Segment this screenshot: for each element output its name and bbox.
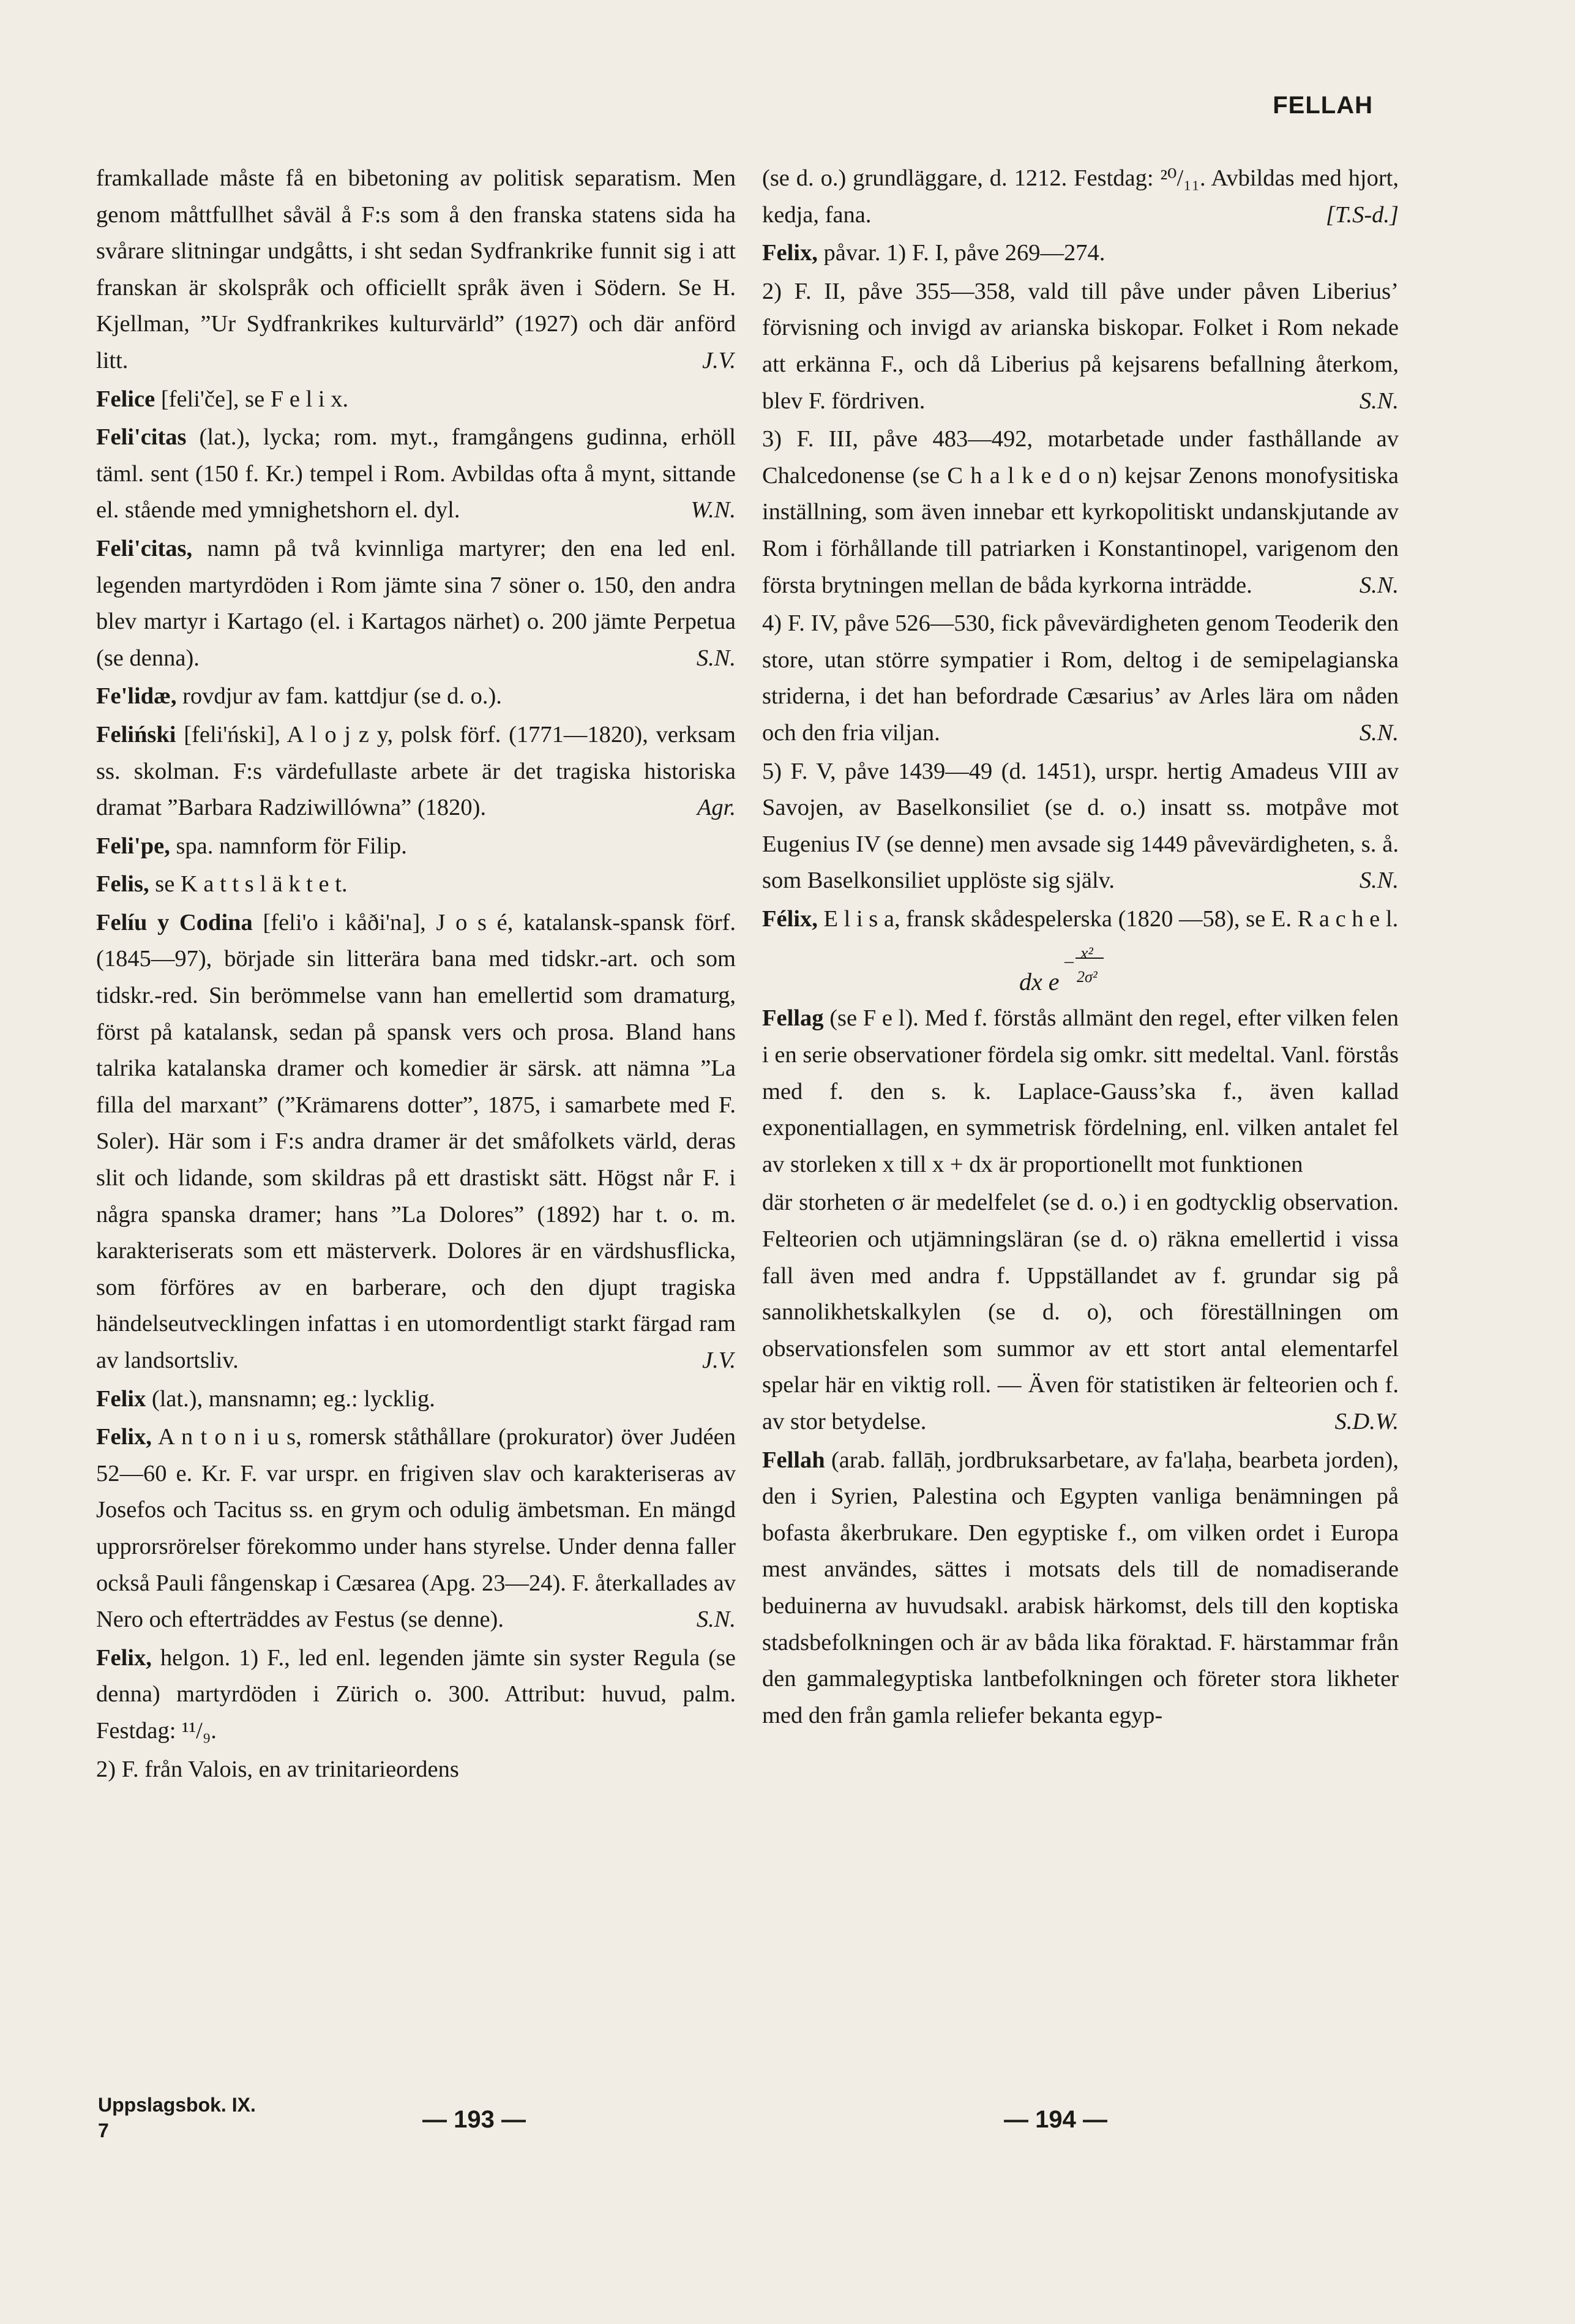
entry-headword: Felíu y Codina bbox=[96, 909, 253, 935]
entry-text: 3) F. III, påve 483—492, motarbetade under fasthållande av Chalcedonense (se C h a l k e d o n) kejsar Zenons monofysitiska inställning, som även innebar ett kyrkopolitiskt undanskjutande av Rom i förhållande till patriarken i Konstantinopel, varigenom den första brytningen mellan de båda kyrkorna inträdde. bbox=[762, 426, 1399, 598]
article-entry bbox=[762, 605, 1399, 751]
article-entry bbox=[96, 1419, 736, 1638]
article-entry bbox=[762, 901, 1399, 938]
article-entry bbox=[762, 1442, 1399, 1734]
volume-label: Uppslagsbok. IX. bbox=[98, 2094, 256, 2116]
article-entry bbox=[762, 421, 1399, 604]
author-signature: S.N. bbox=[696, 1606, 736, 1633]
formula-minus: – bbox=[1064, 951, 1074, 972]
entry-text: rovdjur av fam. kattdjur (se d. o.). bbox=[182, 683, 502, 710]
article-entry bbox=[762, 160, 1399, 233]
article-entry bbox=[96, 419, 736, 529]
entry-text: (arab. fallāḥ, jordbruksarbetare, av fa'laḥa, bearbeta jorden), den i Syrien, Palestina och Egypten vanliga benämningen på bofasta åkerbrukare. Den egyptiske f., om vilken ordet i Europa mest användes, sättes i motsats dels till de nomadiserande beduinerna av huvudsakl. arabisk härkomst, dels till den koptiska stadsbefolkningen och är av båda lika föraktad. F. härstammar från den gammalegyptiska lantbefolkningen och företer stora likheter med den från gamla reliefer bekanta egyp- bbox=[762, 1447, 1399, 1728]
entry-headword: Félix, bbox=[762, 905, 818, 932]
entry-headword: Feli'citas, bbox=[96, 535, 193, 561]
article-entry bbox=[762, 1000, 1399, 1183]
entry-text: 4) F. IV, påve 526—530, fick påvevärdigheten genom Teoderik den store, utan större sympatier i Rom, deltog i de semipelagianska striderna, i det han befordrade Cæsarius’ av Arles lära om nåden och den fria viljan. bbox=[762, 610, 1399, 746]
entry-text: se K a t t s l ä k t e t. bbox=[155, 871, 348, 898]
entry-headword: Felix bbox=[96, 1385, 146, 1412]
signature-mark: 7 bbox=[98, 2120, 109, 2142]
entry-text: E l i s a, fransk skådespelerska (1820 —58), se E. R a c h e l. bbox=[823, 905, 1399, 932]
entry-headword: Fellag bbox=[762, 1005, 824, 1032]
entry-headword: Fe'lidæ, bbox=[96, 683, 177, 710]
article-entry bbox=[96, 1381, 736, 1418]
article-entry bbox=[96, 531, 736, 677]
author-signature: J.V. bbox=[702, 1348, 736, 1373]
entry-text: (lat.), lycka; rom. myt., framgångens gudinna, erhöll täml. sent (150 f. Kr.) tempel i Rom. Avbildas ofta å mynt, sittande el. stående med ymnighetshorn el. dyl. bbox=[96, 424, 736, 523]
entry-headword: Felix, bbox=[96, 1424, 152, 1450]
left-column bbox=[96, 160, 736, 1790]
entry-text: (lat.), mansnamn; eg.: lycklig. bbox=[151, 1385, 435, 1412]
author-signature: W.N. bbox=[690, 497, 736, 523]
article-entry bbox=[762, 754, 1399, 899]
article-entry bbox=[96, 1640, 736, 1750]
author-signature: S.N. bbox=[1359, 868, 1399, 894]
article-entry bbox=[96, 866, 736, 903]
article-entry bbox=[96, 381, 736, 418]
page-number-left: — 193 — bbox=[422, 2106, 526, 2133]
author-signature: J.V. bbox=[702, 347, 736, 373]
author-signature: S.N. bbox=[1359, 388, 1399, 414]
page-number-right: — 194 — bbox=[1004, 2106, 1107, 2133]
entry-text: (se F e l). Med f. förstås allmänt den regel, efter vilken felen i en serie observationer fördela sig omkr. sitt medeltal. Vanl. förstås med f. den s. k. Laplace-Gauss’ska f., även kallad exponentiallagen, en symmetrisk fördelning, enl. vilken antalet fel av storleken x till x + dx är proportionellt mot funktionen bbox=[762, 1005, 1399, 1177]
author-signature: S.D.W. bbox=[1334, 1409, 1399, 1434]
gauss-formula bbox=[762, 939, 1399, 1000]
article-entry bbox=[762, 1185, 1399, 1440]
entry-text: framkallade måste få en bibetoning av politisk separatism. Men genom måttfullhet såväl å F:s som å den franska statens sida ha svårare slitningar undgåtts, i sht sedan Sydfrankrike funnit sig i att franskan är skolspråk och officiellt språk även i Södern. Se H. Kjellman, ”Ur Sydfrankrikes kulturvärld” (1927) och där anförd litt. bbox=[96, 165, 736, 373]
article-entry bbox=[96, 717, 736, 827]
entry-text: [feli'o i kåði'na], J o s é, katalansk-spansk förf. (1845—97), började sin litterära bana med tidskr.-art. och som tidskr.-red. Sin berömmelse vann han emellertid som dramaturg, först på katalansk, sedan på spansk vers och prosa. Bland hans talrika katalanska dramer och komedier är särsk. att nämna ”La filla del marxant” (”Krämarens dotter”, 1875, i samarbete med F. Soler). Här som i F:s andra dramer är det småfolkets värld, deras slit och lidande, som skildras på ett drastiskt sätt. Högst når F. i några spanska dramer; hans ”La Dolores” (1892) har t. o. m. karakteriserats som ett mästerverk. Dolores är en värdshusflicka, som förföres av en barberare, och den djupt tragiska händelseutvecklingen infattas i en utomordentligt starkt färgad ram av landsortsliv. bbox=[96, 909, 736, 1373]
entry-headword: Fellah bbox=[762, 1447, 825, 1473]
entry-headword: Felix, bbox=[762, 240, 818, 266]
entry-text: 2) F. II, påve 355—358, vald till påve under påven Liberius’ förvisning och invigd av arianska biskopar. Folket i Rom nekade att erkänna F., och då Liberius på kejsarens befallning återkom, blev F. fördriven. bbox=[762, 278, 1399, 414]
article-entry bbox=[96, 828, 736, 865]
article-entry bbox=[96, 905, 736, 1379]
entry-text: spa. namnform för Filip. bbox=[176, 833, 407, 859]
entry-text: A n t o n i u s, romersk ståthållare (prokurator) över Judéen 52—60 e. Kr. F. var urspr. en frigiven slav och karakteriseras av Josefos och Tacitus ss. en grym och odulig ämbetsman. En mängd upprorsrörelser förekommo under hans styrelse. Under denna faller också Pauli fångenskap i Cæsarea (Apg. 23—24). F. återkallades av Nero och efterträddes av Festus (se denne). bbox=[96, 1424, 736, 1633]
article-entry bbox=[762, 274, 1399, 419]
entry-headword: Felis, bbox=[96, 871, 149, 898]
entry-text: [feli'ński], A l o j z y, polsk förf. (1771—1820), verksam ss. skolman. F:s värdefullaste arbete är det tragiska historiska dramat ”Barbara Radziwillówna” (1820). bbox=[96, 721, 736, 821]
author-signature: S.N. bbox=[696, 645, 736, 671]
entry-text: påvar. 1) F. I, påve 269—274. bbox=[823, 240, 1105, 266]
entry-headword: Feli'pe, bbox=[96, 833, 170, 859]
entry-text: (se d. o.) grundläggare, d. 1212. Festdag: ²⁰/₁₁. Avbildas med hjort, kedja, fana. bbox=[762, 165, 1399, 228]
entry-headword: Felice bbox=[96, 386, 155, 412]
formula-denominator: 2σ² bbox=[1077, 968, 1098, 986]
entry-headword: Feliński bbox=[96, 721, 176, 748]
entry-text: [feli'če], se F e l i x. bbox=[160, 386, 349, 412]
article-entry bbox=[96, 160, 736, 380]
entry-headword: Felix, bbox=[96, 1644, 152, 1671]
entry-text: namn på två kvinnliga martyrer; den ena led enl. legenden martyrdöden i Rom jämte sina 7 söner o. 150, den andra blev martyr i Kartago (el. i Kartagos närhet) o. 200 jämte Perpetua (se denna). bbox=[96, 535, 736, 671]
entry-text: 2) F. från Valois, en av trinitarieordens bbox=[96, 1756, 459, 1782]
right-column bbox=[762, 160, 1399, 1736]
author-signature: S.N. bbox=[1359, 719, 1399, 746]
entry-text: helgon. 1) F., led enl. legenden jämte sin syster Regula (se denna) martyrdöden i Zürich o. 300. Attribut: huvud, palm. Festdag: ¹¹/₉. bbox=[96, 1644, 736, 1744]
article-entry bbox=[96, 1752, 736, 1788]
author-signature: [T.S-d.] bbox=[1325, 201, 1399, 228]
formula-numerator: x² bbox=[1080, 944, 1093, 964]
article-entry bbox=[762, 235, 1399, 272]
author-signature: Agr. bbox=[697, 795, 736, 821]
entry-text: där storheten σ är medelfelet (se d. o.) i en godtycklig observation. Felteorien och utjämningsläran (se d. o) räkna emellertid i vissa fall även med andra f. Uppställandet av f. grundar sig på sannolikhetskalkylen (se d. o), och föreställningen om observationsfelen som summor av ett stort antal elementarfel spelar här en viktig roll. — Även för statistiken är felteorien och f. av stor betydelse. bbox=[762, 1190, 1399, 1434]
entry-text: 5) F. V, påve 1439—49 (d. 1451), urspr. hertig Amadeus VIII av Savojen, av Baselkonsiliet (se d. o.) insatt ss. motpåve mot Eugenius IV (se denne) men avsade sig 1449 påvevärdigheten, s. å. som Baselkonsiliet upplöste sig själv. bbox=[762, 758, 1399, 894]
formula-base: dx e bbox=[1019, 968, 1060, 996]
article-entry bbox=[96, 678, 736, 715]
entry-headword: Feli'citas bbox=[96, 424, 187, 451]
running-head: FELLAH bbox=[1273, 92, 1373, 119]
author-signature: S.N. bbox=[1359, 572, 1399, 598]
